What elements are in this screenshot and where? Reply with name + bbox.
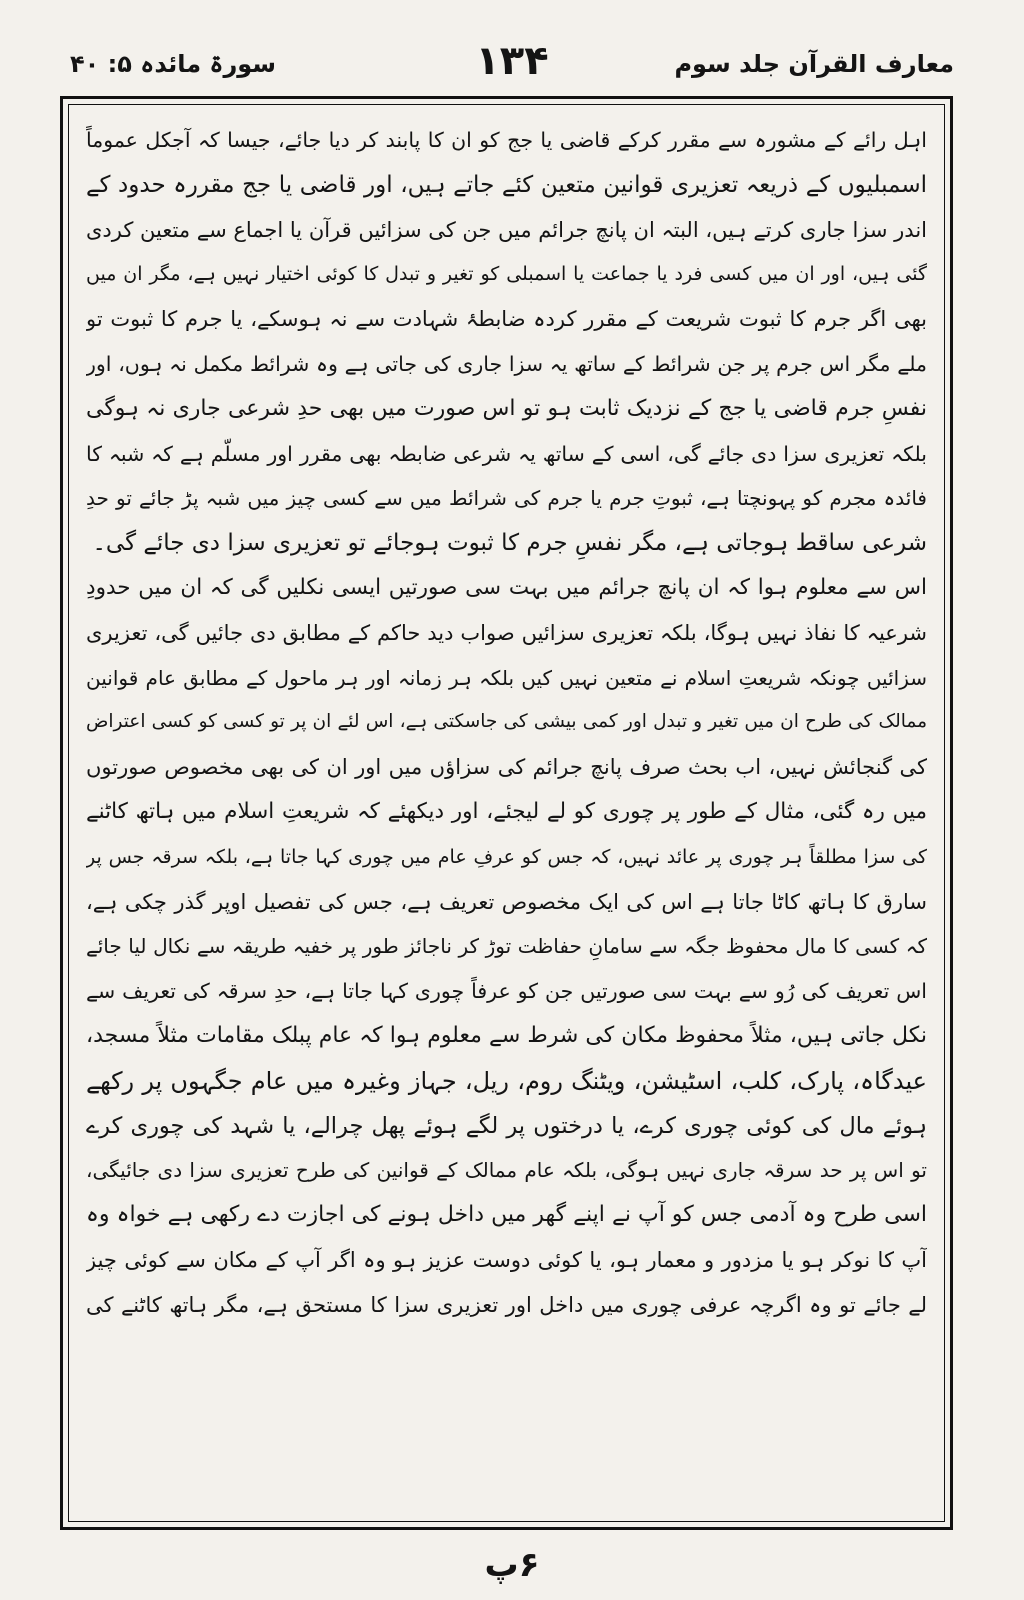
text-line: اسمبلیوں کے ذریعہ تعزیری قوانین متعین کئے جاتے ہیں، اور قاضی یا جج مقررہ حدود کے <box>86 171 927 198</box>
text-line: عیدگاہ، پارک، کلب، اسٹیشن، ویٹنگ روم، ریل، جہاز وغیرہ میں عام جگہوں پر رکھے <box>86 1066 927 1095</box>
text-line: میں رہ گئی، مثال کے طور پر چوری کو لے لیجئے، اور دیکھئے کہ شریعتِ اسلام میں ہاتھ کاٹنے <box>86 798 927 824</box>
signature-mark: ۶پ <box>484 1545 540 1585</box>
text-line: نکل جاتی ہیں، مثلاً محفوظ مکان کی شرط سے معلوم ہوا کہ عام پبلک مقامات مثلاً مسجد، <box>86 1022 927 1048</box>
text-line: کی گنجائش نہیں، اب بحث صرف پانچ جرائم کی سزاؤں میں اور ان کی بھی مخصوص صورتوں <box>86 755 927 780</box>
text-line: اسی طرح وہ آدمی جس کو آپ نے اپنے گھر میں داخل ہونے کی اجازت دے رکھی ہے خواہ وہ <box>86 1202 927 1228</box>
page-header <box>70 38 954 90</box>
text-line: بلکہ تعزیری سزا دی جائے گی، اسی کے ساتھ یہ شرعی ضابطہ بھی مقرر اور مسلّم ہے کہ شبہ کا <box>86 441 927 466</box>
text-line: نفسِ جرم قاضی یا جج کے نزدیک ثابت ہو تو اس صورت میں بھی حدِ شرعی جاری نہ ہوگی <box>86 395 927 421</box>
text-line: کی سزا مطلقاً ہر چوری پر عائد نہیں، کہ جس کو عرفِ عام میں چوری کہا جاتا ہے، بلکہ سرقہ جس پر <box>86 845 927 868</box>
text-line: آپ کا نوکر ہو یا مزدور و معمار ہو، یا کوئی دوست عزیز ہو وہ اگر آپ کے مکان سے کوئی چیز <box>86 1247 927 1272</box>
body-text <box>86 118 927 1328</box>
page-number: ۱۳۴ <box>475 38 549 84</box>
text-line: ممالک کی طرح ان میں تغیر و تبدل اور کمی بیشی کی جاسکتی ہے، اس لئے ان پر تو کسی کو کسی اعتراض <box>86 711 927 733</box>
text-line: سزائیں چونکہ شریعتِ اسلام نے متعین نہیں کیں بلکہ ہر زمانہ اور ہر ماحول کے مطابق عام قوانین <box>86 665 927 690</box>
text-line: اس تعریف کی رُو سے بہت سی صورتیں جن کو عرفاً چوری کہا جاتا ہے، حدِ سرقہ کی تعریف سے <box>86 979 927 1004</box>
text-line: اہل رائے کے مشورہ سے مقرر کرکے قاضی یا جج کو ان کا پابند کر دیا جائے، جیسا کہ آجکل عموماً <box>86 128 927 152</box>
text-line: فائدہ مجرم کو پہونچتا ہے، ثبوتِ جرم یا جرم کی شرائط میں سے کسی چیز میں شبہ پڑ جائے تو حدِ <box>86 486 927 511</box>
running-title: معارف القرآن جلد سوم <box>674 50 954 78</box>
text-line: تو اس پر حد سرقہ جاری نہیں ہوگی، بلکہ عام ممالک کے قوانین کی طرح تعزیری سزا دی جائیگی، <box>86 1158 927 1183</box>
surah-reference: سورۃ مائدہ ۵: ۴۰ <box>70 50 276 78</box>
text-line: اس سے معلوم ہوا کہ ان پانچ جرائم میں بہت سی صورتیں ایسی نکلیں گی کہ ان میں حدودِ <box>86 574 927 600</box>
text-line: سارق کا ہاتھ کاٹا جاتا ہے اس کی ایک مخصوص تعریف ہے، جس کی تفصیل اوپر گذر چکی ہے، <box>86 889 927 914</box>
text-line: اندر سزا جاری کرتے ہیں، البتہ ان پانچ جرائم میں جن کی سزائیں قرآن یا اجماع سے متعین کردی <box>86 217 927 242</box>
text-line: کہ کسی کا مال محفوظ جگہ سے سامانِ حفاظت توڑ کر ناجائز طور پر خفیہ طریقہ سے نکال لیا جائے <box>86 934 927 959</box>
text-line: لے جائے تو وہ اگرچہ عرفی چوری میں داخل اور تعزیری سزا کا مستحق ہے، مگر ہاتھ کاٹنے کی <box>86 1292 927 1317</box>
text-line: ہوئے مال کی کوئی چوری کرے، یا درختوں پر لگے ہوئے پھل چرالے، یا شہد کی چوری کرے <box>86 1112 927 1139</box>
text-line: ملے مگر اس جرم پر جن شرائط کے ساتھ یہ سزا جاری کی جاتی ہے وہ شرائط مکمل نہ ہوں، اور <box>86 351 927 376</box>
text-line: شرعیہ کا نفاذ نہیں ہوگا، بلکہ تعزیری سزائیں صواب دید حاکم کے مطابق دی جائیں گی، تعزیری <box>86 620 927 645</box>
text-line: بھی اگر جرم کا ثبوت شریعت کے مقرر کردہ ضابطۂ شہادت سے نہ ہوسکے، یا جرم کا ثبوت تو <box>86 307 927 332</box>
text-line: گئی ہیں، اور ان میں کسی فرد یا جماعت یا اسمبلی کو تغیر و تبدل کا کوئی اختیار نہیں ہے، مگر ان میں <box>86 263 927 286</box>
text-line: شرعی ساقط ہوجاتی ہے، مگر نفسِ جرم کا ثبوت ہوجائے تو تعزیری سزا دی جائے گی۔ <box>92 530 927 557</box>
